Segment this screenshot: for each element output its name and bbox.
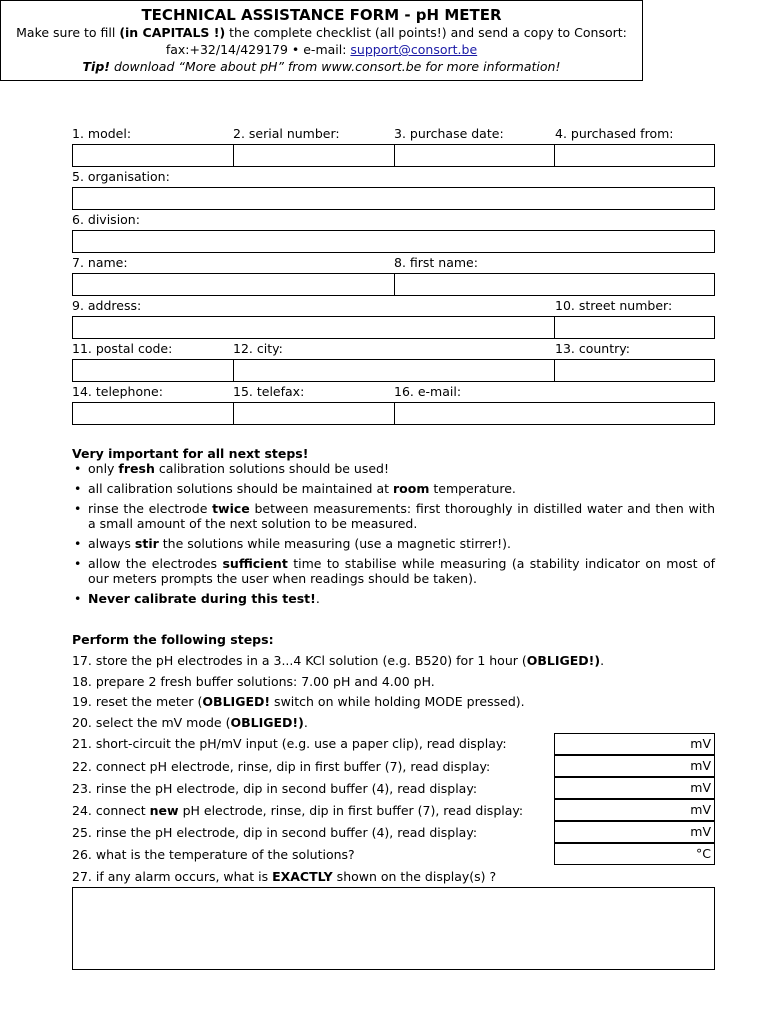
step-19: 19. reset the meter (OBLIGED! switch on while holding MODE pressed). [72, 694, 525, 709]
step-23: 23. rinse the pH electrode, dip in second buffer (4), read display: [72, 781, 478, 796]
tip-line [1, 58, 642, 75]
form-header [0, 0, 643, 81]
model-field[interactable] [72, 144, 234, 167]
step-20: 20. select the mV mode (OBLIGED!). [72, 715, 308, 730]
mv-unit: mV [690, 802, 711, 817]
purchase-date-label: 3. purchase date: [394, 126, 504, 141]
name-label: 7. name: [72, 255, 128, 270]
organisation-field[interactable] [72, 187, 715, 210]
city-label: 12. city: [233, 341, 283, 356]
country-label: 13. country: [555, 341, 630, 356]
step-22: 22. connect pH electrode, rinse, dip in first buffer (7), read display: [72, 759, 491, 774]
steps-title: Perform the following steps: [72, 632, 274, 647]
step-21: 21. short-circuit the pH/mV input (e.g. use a paper clip), read display: [72, 736, 507, 751]
important-list [72, 461, 715, 611]
telephone-field[interactable] [72, 402, 234, 425]
street-number-field[interactable] [554, 316, 715, 339]
serial-number-field[interactable] [233, 144, 395, 167]
list-item: • only fresh calibration solutions should be used! [72, 461, 715, 476]
step-22-mv-field[interactable] [554, 755, 715, 777]
street-number-label: 10. street number: [555, 298, 673, 313]
step-26: 26. what is the temperature of the solutions? [72, 847, 355, 862]
list-item: • all calibration solutions should be maintained at room temperature. [72, 481, 715, 496]
tip-text: download “More about pH” from www.consort.be for more information! [109, 59, 561, 74]
list-item: • rinse the electrode twice between measurements: first thoroughly in distilled water and then with a small amount of the next solution to be measured. [72, 501, 715, 531]
first-name-label: 8. first name: [394, 255, 478, 270]
country-field[interactable] [554, 359, 715, 382]
tip-label: Tip! [82, 59, 110, 74]
division-field[interactable] [72, 230, 715, 253]
name-field[interactable] [72, 273, 395, 296]
city-field[interactable] [233, 359, 555, 382]
instructions-text-end: the complete checklist (all points!) and send a copy to Consort: [225, 25, 627, 40]
email-link[interactable]: support@consort.be [350, 42, 478, 57]
step-21-mv-field[interactable] [554, 733, 715, 755]
capitals-note: (in CAPITALS !) [119, 25, 226, 40]
model-label: 1. model: [72, 126, 132, 141]
division-label: 6. division: [72, 212, 140, 227]
email-label: 16. e-mail: [394, 384, 462, 399]
email-field[interactable] [394, 402, 715, 425]
purchased-from-field[interactable] [554, 144, 715, 167]
telefax-field[interactable] [233, 402, 395, 425]
important-title: Very important for all next steps! [72, 446, 309, 461]
instructions-text: Make sure to fill [16, 25, 120, 40]
mv-unit: mV [690, 780, 711, 795]
purchase-date-field[interactable] [394, 144, 555, 167]
step-17: 17. store the pH electrodes in a 3...4 KCl solution (e.g. B520) for 1 hour (OBLIGED!). [72, 653, 605, 668]
telefax-label: 15. telefax: [233, 384, 305, 399]
alarm-description-field[interactable] [72, 887, 715, 970]
step-27: 27. if any alarm occurs, what is EXACTLY shown on the display(s) ? [72, 869, 497, 884]
address-label: 9. address: [72, 298, 142, 313]
mv-unit: mV [690, 758, 711, 773]
celsius-unit: °C [696, 846, 711, 861]
organisation-label: 5. organisation: [72, 169, 170, 184]
step-18: 18. prepare 2 fresh buffer solutions: 7.00 pH and 4.00 pH. [72, 674, 435, 689]
list-item: • Never calibrate during this test!. [72, 591, 715, 606]
postal-code-label: 11. postal code: [72, 341, 173, 356]
purchased-from-label: 4. purchased from: [555, 126, 674, 141]
mv-unit: mV [690, 736, 711, 751]
step-25: 25. rinse the pH electrode, dip in second buffer (4), read display: [72, 825, 478, 840]
mv-unit: mV [690, 824, 711, 839]
serial-number-label: 2. serial number: [233, 126, 340, 141]
step-26-temperature-field[interactable] [554, 843, 715, 865]
step-24-mv-field[interactable] [554, 799, 715, 821]
address-field[interactable] [72, 316, 555, 339]
instructions-line [1, 24, 642, 41]
list-item: • always stir the solutions while measuring (use a magnetic stirrer!). [72, 536, 715, 551]
telephone-label: 14. telephone: [72, 384, 163, 399]
step-25-mv-field[interactable] [554, 821, 715, 843]
list-item: • allow the electrodes sufficient time to stabilise while measuring (a stability indicator on most of our meters prompts the user when readings should be taken). [72, 556, 715, 586]
contact-line [1, 41, 642, 58]
step-23-mv-field[interactable] [554, 777, 715, 799]
step-24: 24. connect new pH electrode, rinse, dip in first buffer (7), read display: [72, 803, 524, 818]
form-title: TECHNICAL ASSISTANCE FORM - pH METER [141, 6, 502, 24]
fax-text: fax:+32/14/429179 • e-mail: [165, 42, 351, 57]
first-name-field[interactable] [394, 273, 715, 296]
postal-code-field[interactable] [72, 359, 234, 382]
